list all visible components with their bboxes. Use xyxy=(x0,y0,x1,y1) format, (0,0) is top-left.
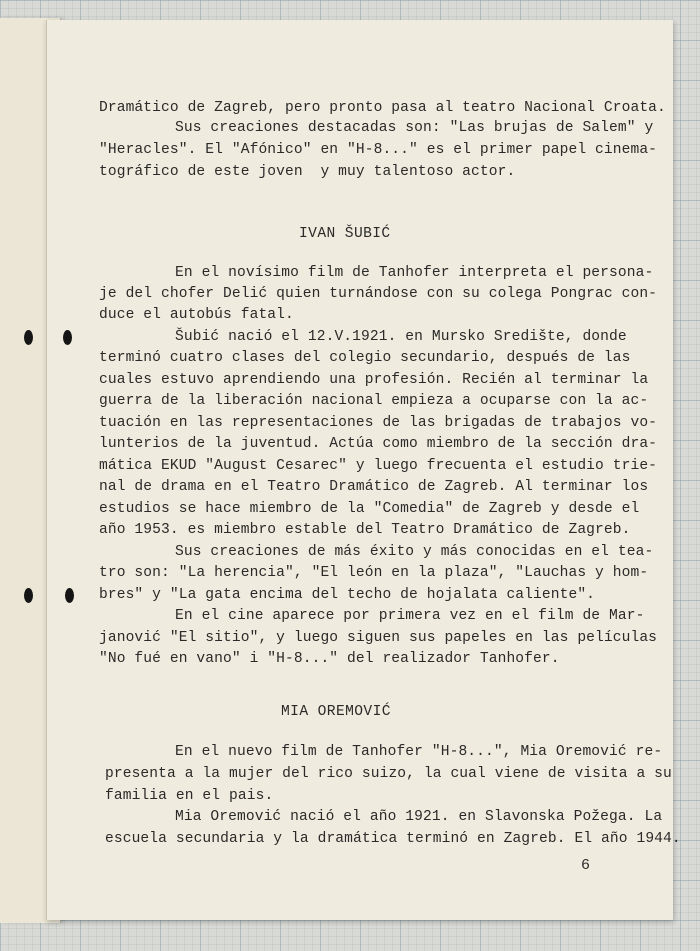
body-line: presenta a la mujer del rico suizo, la cual viene de visita a su xyxy=(105,766,672,782)
body-line: guerra de la liberación nacional empieza a ocuparse con la ac- xyxy=(99,393,649,409)
body-line: familia en el pais. xyxy=(105,788,274,804)
section-heading: IVAN ŠUBIĆ xyxy=(299,226,391,242)
binder-hole xyxy=(63,330,72,345)
body-line: lunterios de la juventud. Actúa como miembro de la sección dra- xyxy=(99,436,658,452)
body-line: Sus creaciones destacadas son: "Las brujas de Salem" y xyxy=(175,120,654,136)
binder-hole xyxy=(24,330,33,345)
body-line: Šubić nació el 12.V.1921. en Mursko Središte, donde xyxy=(175,329,627,345)
page-number: 6 xyxy=(581,857,591,874)
body-line: En el nuevo film de Tanhofer "H-8...", Mia Oremović re- xyxy=(175,744,663,760)
body-line: "Heracles". El "Afónico" en "H-8..." es el primer papel cinema- xyxy=(99,142,658,158)
binder-hole xyxy=(24,588,33,603)
body-line: cuales estuvo aprendiendo una profesión. Recién al terminar la xyxy=(99,372,649,388)
body-line: Mia Oremović nació el año 1921. en Slavonska Požega. La xyxy=(175,809,663,825)
body-line: tuación en las representaciones de las brigadas de trabajos vo- xyxy=(99,415,658,431)
body-line: escuela secundaria y la dramática terminó en Zagreb. El año 1944. xyxy=(105,831,681,847)
body-line: estudios se hace miembro de la "Comedia" de Zagreb y desde el xyxy=(99,501,640,517)
body-line: nal de drama en el Teatro Dramático de Zagreb. Al terminar los xyxy=(99,479,649,495)
body-line: je del chofer Delić quien turnándose con su colega Pongrac con- xyxy=(99,286,658,302)
body-line: tro son: "La herencia", "El león en la plaza", "Lauchas y hom- xyxy=(99,565,649,581)
body-line: Dramático de Zagreb, pero pronto pasa al teatro Nacional Croata. xyxy=(99,100,666,116)
body-line: duce el autobús fatal. xyxy=(99,307,294,323)
document-page xyxy=(46,20,681,920)
body-line: Sus creaciones de más éxito y más conocidas en el tea- xyxy=(175,544,654,560)
body-line: bres" y "La gata encima del techo de hojalata caliente". xyxy=(99,587,596,603)
body-line: tográfico de este joven y muy talentoso actor. xyxy=(99,164,516,180)
body-line: terminó cuatro clases del colegio secundario, después de las xyxy=(99,350,631,366)
binder-hole xyxy=(65,588,74,603)
section-heading: MIA OREMOVIĆ xyxy=(281,704,391,720)
body-line: año 1953. es miembro estable del Teatro Dramático de Zagreb. xyxy=(99,522,631,538)
body-line: En el cine aparece por primera vez en el film de Mar- xyxy=(175,608,645,624)
body-line: En el novísimo film de Tanhofer interpreta el persona- xyxy=(175,265,654,281)
body-line: janović "El sitio", y luego siguen sus papeles en las películas xyxy=(99,630,658,646)
body-line: mática EKUD "August Cesarec" y luego frecuenta el estudio trie- xyxy=(99,458,658,474)
body-line: "No fué en vano" i "H-8..." del realizador Tanhofer. xyxy=(99,651,560,667)
